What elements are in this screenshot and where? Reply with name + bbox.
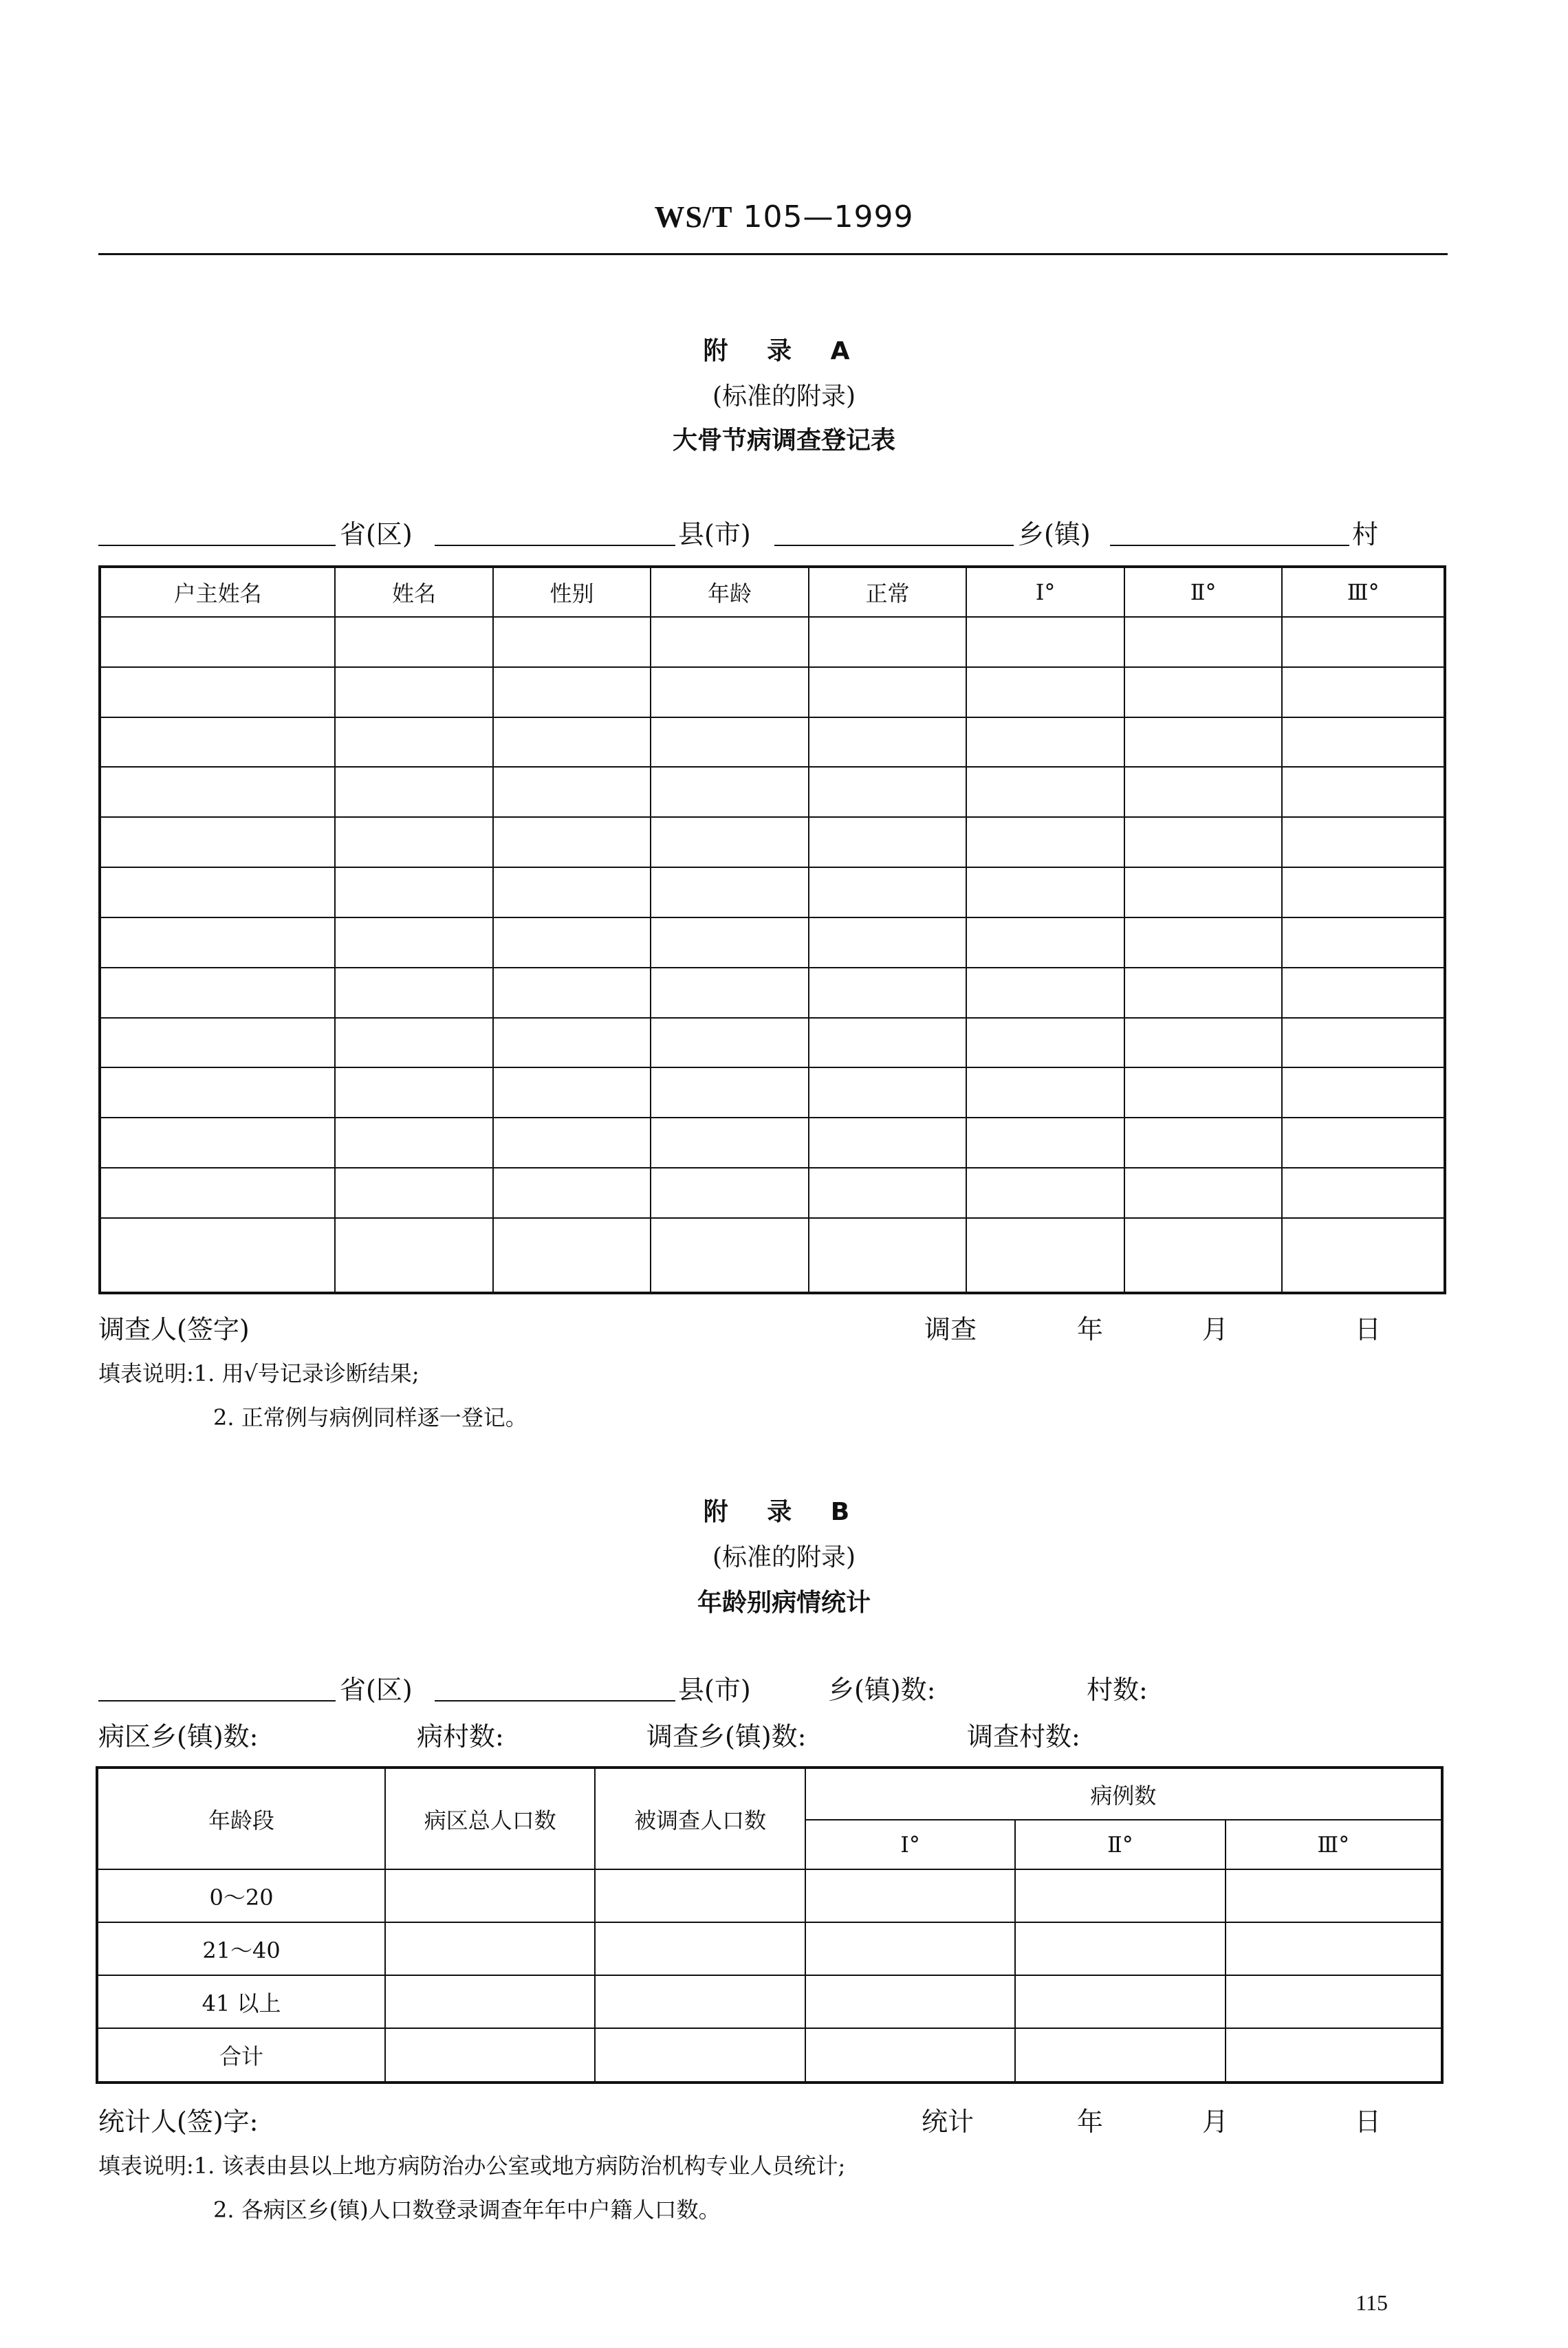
cell[interactable] [100,1218,335,1293]
cell[interactable] [493,917,651,968]
col-householder: 户主姓名 [100,567,335,617]
cell[interactable] [493,1168,651,1218]
statistics-header-row-1 [97,1768,1442,1820]
cell[interactable] [493,667,651,717]
cell[interactable] [966,767,1124,817]
statistics-table [96,1766,1444,2084]
cell[interactable] [805,1869,1015,1922]
cell[interactable] [651,1018,809,1068]
appendix-b-title: 附 录 B [703,1498,865,1526]
col-degree-2: Ⅱ° [1015,1820,1225,1869]
appendix-b-name: 年龄别病情统计 [697,1589,871,1617]
cell[interactable] [1015,1975,1225,2028]
col-degree-1: Ⅰ° [805,1820,1015,1869]
cell[interactable] [651,767,809,817]
cell[interactable] [335,968,493,1018]
cell[interactable] [1124,1067,1283,1118]
cell[interactable] [1226,1869,1442,1922]
cell[interactable] [335,717,493,768]
surveyed-village-label: 调查村数: [967,1721,1080,1752]
standard-code-number: 105—1999 [743,199,914,235]
cell[interactable] [651,1067,809,1118]
cell[interactable] [335,1067,493,1118]
cell[interactable] [966,1168,1124,1218]
cell[interactable] [1124,1118,1283,1168]
cell[interactable] [493,1118,651,1168]
table-row [97,1869,1442,1922]
cell[interactable] [809,767,967,817]
cell[interactable] [1124,917,1283,968]
col-name: 姓名 [335,567,493,617]
header-rule [98,253,1448,255]
province-blank[interactable] [98,517,336,546]
table-row [100,1018,1445,1068]
cell[interactable] [385,2028,595,2083]
table-row [100,767,1445,817]
cell[interactable] [809,1067,967,1118]
table-row [97,1922,1442,1975]
col-total-population: 病区总人口数 [385,1768,595,1869]
table-row [97,1975,1442,2028]
cell[interactable] [335,667,493,717]
township-blank[interactable] [774,517,1014,546]
cell[interactable] [809,1118,967,1168]
cell[interactable] [1282,1118,1445,1168]
county-blank[interactable] [435,1673,675,1702]
day-label: 日 [1355,1314,1382,1345]
cell[interactable] [809,617,967,667]
cell[interactable] [335,1168,493,1218]
appendix-a-title: 附 录 A [703,337,865,365]
village-label: 村 [1352,519,1379,550]
cell[interactable] [966,917,1124,968]
col-sex: 性别 [493,567,651,617]
cell[interactable] [335,617,493,667]
cell[interactable] [1282,717,1445,768]
table-row [100,617,1445,667]
cell[interactable] [1124,617,1283,667]
col-cases: 病例数 [805,1768,1442,1820]
age-group-label: 0～20 [97,1869,385,1922]
cell[interactable] [1282,1018,1445,1068]
province-blank[interactable] [98,1673,336,1702]
standard-code-prefix: WS/T [654,200,733,234]
cell[interactable] [651,968,809,1018]
col-age-group: 年龄段 [97,1768,385,1869]
month-label: 月 [1202,2107,1229,2137]
cell[interactable] [1124,717,1283,768]
registration-header-row [100,567,1445,617]
col-degree-2: Ⅱ° [1124,567,1283,617]
col-degree-3: Ⅲ° [1282,567,1445,617]
cell[interactable] [1015,1869,1225,1922]
cell[interactable] [809,1018,967,1068]
cell[interactable] [1282,1218,1445,1293]
cell[interactable] [100,1168,335,1218]
cell[interactable] [493,817,651,867]
cell[interactable] [493,617,651,667]
cell[interactable] [100,667,335,717]
col-degree-3: Ⅲ° [1226,1820,1442,1869]
cell[interactable] [335,1218,493,1293]
table-row [100,867,1445,917]
cell[interactable] [1282,1067,1445,1118]
table-row [100,1067,1445,1118]
cell[interactable] [100,767,335,817]
cell[interactable] [493,767,651,817]
cell[interactable] [100,717,335,768]
cell[interactable] [966,1118,1124,1168]
standard-code [0,199,1568,235]
cell[interactable] [651,867,809,917]
table-row [100,717,1445,768]
total-row-label: 合计 [97,2028,385,2083]
day-label: 日 [1355,2107,1382,2137]
cell[interactable] [805,2028,1015,2083]
cell[interactable] [100,867,335,917]
cell[interactable] [1282,817,1445,867]
cell[interactable] [595,1975,805,2028]
cell[interactable] [1124,867,1283,917]
cell[interactable] [966,717,1124,768]
page-number: 115 [1355,2290,1388,2315]
stat-label: 统计 [922,2107,974,2137]
table-row [100,1218,1445,1293]
cell[interactable] [335,767,493,817]
cell[interactable] [651,1218,809,1293]
cell[interactable] [1124,817,1283,867]
table-row [97,2028,1442,2083]
cell[interactable] [651,617,809,667]
cell[interactable] [595,2028,805,2083]
cell[interactable] [1124,767,1283,817]
cell[interactable] [100,1067,335,1118]
cell[interactable] [651,817,809,867]
cell[interactable] [493,1218,651,1293]
cell[interactable] [809,817,967,867]
cell[interactable] [493,1067,651,1118]
cell[interactable] [100,817,335,867]
cell[interactable] [809,968,967,1018]
cell[interactable] [1226,1922,1442,1975]
cell[interactable] [809,1218,967,1293]
col-surveyed-population: 被调查人口数 [595,1768,805,1869]
year-label: 年 [1077,1314,1104,1345]
cell[interactable] [809,667,967,717]
cell[interactable] [335,1118,493,1168]
year-label: 年 [1077,2107,1104,2137]
table-row [100,1168,1445,1218]
cell[interactable] [493,968,651,1018]
cell[interactable] [1226,1975,1442,2028]
county-label: 县(市) [678,1675,751,1705]
cell[interactable] [809,1168,967,1218]
col-degree-1: Ⅰ° [966,567,1124,617]
cell[interactable] [385,1869,595,1922]
county-label: 县(市) [678,519,751,550]
cell[interactable] [385,1975,595,2028]
appendix-a-note-1: 填表说明:1. 用√号记录诊断结果; [98,1360,420,1387]
cell[interactable] [1282,867,1445,917]
cell[interactable] [966,817,1124,867]
cell[interactable] [1124,1168,1283,1218]
cell[interactable] [1226,2028,1442,2083]
appendix-a-subtitle: (标准的附录) [712,382,856,411]
cell[interactable] [966,968,1124,1018]
cell[interactable] [651,667,809,717]
appendix-a-note-2: 2. 正常例与病例同样逐一登记。 [213,1404,527,1431]
table-row [100,1118,1445,1168]
cell[interactable] [385,1922,595,1975]
month-label: 月 [1202,1314,1229,1345]
cell[interactable] [966,617,1124,667]
age-group-label: 21～40 [97,1922,385,1975]
province-label: 省(区) [340,1675,413,1705]
cell[interactable] [100,1118,335,1168]
cell[interactable] [1282,968,1445,1018]
cell[interactable] [966,667,1124,717]
cell[interactable] [651,717,809,768]
table-row [100,667,1445,717]
cell[interactable] [809,917,967,968]
cell[interactable] [1124,1218,1283,1293]
cell[interactable] [809,867,967,917]
township-count-label: 乡(镇)数: [828,1675,936,1705]
cell[interactable] [1282,767,1445,817]
cell[interactable] [1124,968,1283,1018]
cell[interactable] [651,1118,809,1168]
cell[interactable] [493,717,651,768]
sick-township-label: 病区乡(镇)数: [98,1721,259,1752]
cell[interactable] [966,1218,1124,1293]
cell[interactable] [335,817,493,867]
cell[interactable] [335,917,493,968]
cell[interactable] [966,1067,1124,1118]
cell[interactable] [651,1168,809,1218]
cell[interactable] [1282,667,1445,717]
cell[interactable] [100,968,335,1018]
statistician-label: 统计人(签)字: [98,2107,259,2137]
appendix-b-note-1: 填表说明:1. 该表由县以上地方病防治办公室或地方病防治机构专业人员统计; [98,2153,846,2179]
cell[interactable] [335,867,493,917]
registration-table [98,565,1446,1294]
cell[interactable] [100,1018,335,1068]
village-blank[interactable] [1110,517,1349,546]
province-label: 省(区) [340,519,413,550]
cell[interactable] [1282,617,1445,667]
cell[interactable] [1015,2028,1225,2083]
cell[interactable] [809,717,967,768]
cell[interactable] [651,917,809,968]
cell[interactable] [595,1922,805,1975]
table-row [100,817,1445,867]
appendix-b-note-2: 2. 各病区乡(镇)人口数登录调查年年中户籍人口数。 [213,2197,721,2223]
table-row [100,917,1445,968]
surveyed-township-label: 调查乡(镇)数: [646,1721,807,1752]
cell[interactable] [1282,917,1445,968]
cell[interactable] [966,867,1124,917]
cell[interactable] [805,1922,1015,1975]
cell[interactable] [1124,667,1283,717]
cell[interactable] [493,867,651,917]
age-group-label: 41 以上 [97,1975,385,2028]
survey-label: 调查 [924,1314,977,1345]
cell[interactable] [966,1018,1124,1068]
cell[interactable] [100,917,335,968]
sick-village-label: 病村数: [417,1721,504,1752]
cell[interactable] [595,1869,805,1922]
township-label: 乡(镇) [1018,519,1091,550]
appendix-a-name: 大骨节病调查登记表 [672,426,895,455]
cell[interactable] [1124,1018,1283,1068]
cell[interactable] [335,1018,493,1068]
table-row [100,968,1445,1018]
cell[interactable] [1015,1922,1225,1975]
col-age: 年龄 [651,567,809,617]
village-count-label: 村数: [1087,1675,1148,1705]
appendix-b-subtitle: (标准的附录) [712,1543,856,1572]
col-normal: 正常 [809,567,967,617]
cell[interactable] [493,1018,651,1068]
cell[interactable] [805,1975,1015,2028]
cell[interactable] [1282,1168,1445,1218]
cell[interactable] [100,617,335,667]
surveyor-label: 调查人(签字) [98,1314,250,1345]
county-blank[interactable] [435,517,675,546]
